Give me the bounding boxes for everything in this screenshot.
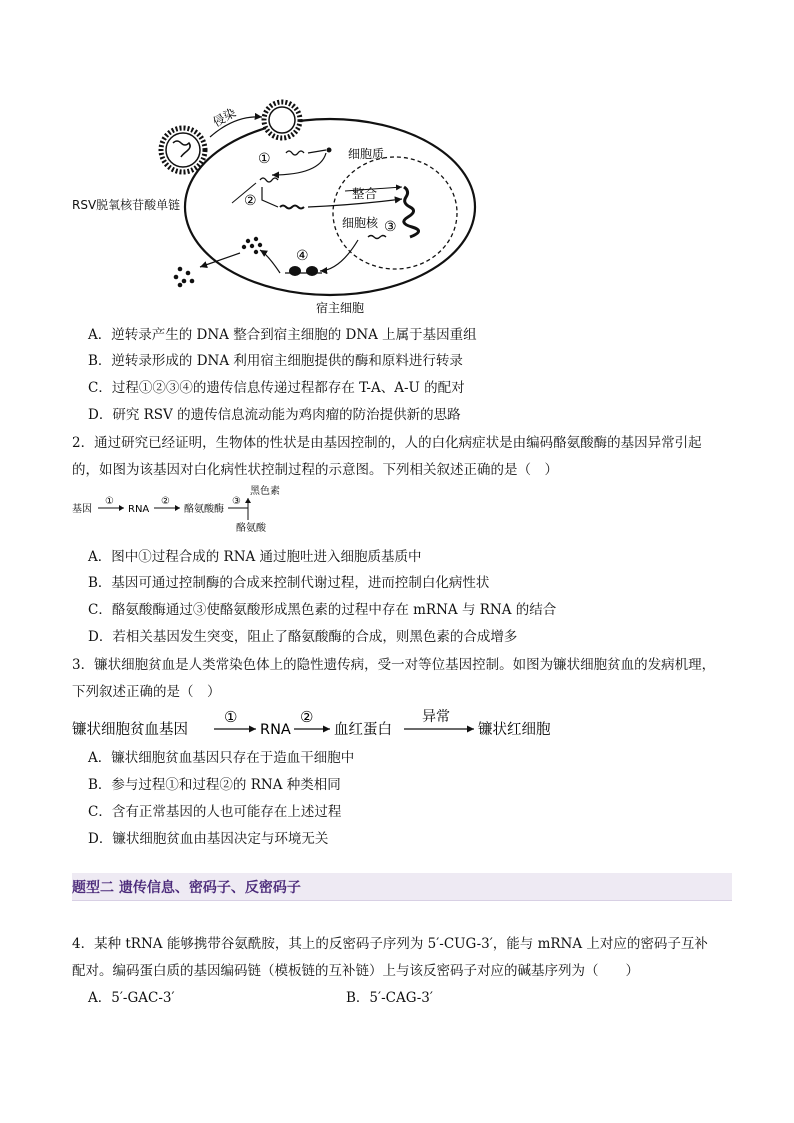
label-rsv-ssdna: RSV脱氧核苷酸单链 bbox=[72, 198, 181, 212]
q2-node-tyrosine: 酪氨酸 bbox=[236, 523, 266, 534]
q2-node-gene: 基因 bbox=[72, 504, 92, 515]
q4-stem-line2: 配对。编码蛋白质的基因编码链（模板链的互补链）上与该反密码子对应的碱基序列为（ ） bbox=[72, 963, 639, 979]
step-1-marker: ① bbox=[258, 151, 271, 167]
q3-node-gene: 镰状细胞贫血基因 bbox=[72, 722, 188, 738]
section-header bbox=[72, 873, 732, 901]
label-nucleus: 细胞核 bbox=[342, 216, 379, 230]
label-host-cell: 宿主细胞 bbox=[316, 301, 365, 315]
q3-option-d: D．镰状细胞贫血由基因决定与环境无关 bbox=[88, 831, 329, 847]
q2-option-c: C．酪氨酸酶通过③使酪氨酸形成黑色素的过程中存在 mRNA 与 RNA 的结合 bbox=[88, 602, 557, 618]
rsv-virus-outside bbox=[161, 128, 205, 172]
q3-label-abnormal: 异常 bbox=[422, 709, 450, 725]
q3-stem-line1: 3．镰状细胞贫血是人类常染色体上的隐性遗传病，受一对等位基因控制。如图为镰状细胞贫血的发病机理， bbox=[72, 657, 716, 673]
label-integrate: 整合 bbox=[352, 186, 378, 201]
q2-step-3: ③ bbox=[232, 496, 241, 507]
ribosome-icon bbox=[285, 266, 322, 276]
q3-node-rna: RNA bbox=[260, 722, 291, 738]
q4-option-b: B．5′-CAG-3′ bbox=[346, 990, 433, 1006]
q3-stem-line2: 下列叙述正确的是（ ） bbox=[72, 684, 221, 700]
q2-pathway-diagram bbox=[72, 484, 312, 534]
q2-option-d: D．若相关基因发生突变，阻止了酪氨酸酶的合成，则黑色素的合成增多 bbox=[88, 629, 518, 645]
q1-option-d: D．研究 RSV 的遗传信息流动能为鸡肉瘤的防治提供新的思路 bbox=[88, 407, 461, 423]
q3-option-a: A．镰状细胞贫血基因只存在于造血干细胞中 bbox=[88, 750, 355, 766]
q2-option-b: B．基因可通过控制酶的合成来控制代谢过程，进而控制白化病性状 bbox=[88, 575, 490, 591]
rsv-virus-entering bbox=[264, 102, 300, 138]
virus-particles-released bbox=[174, 267, 195, 288]
q1-option-c: C．过程①②③④的遗传信息传递过程都存在 T-A、A-U 的配对 bbox=[88, 380, 465, 396]
q1-option-a: A．逆转录产生的 DNA 整合到宿主细胞的 DNA 上属于基因重组 bbox=[88, 327, 477, 343]
virus-particles-inside bbox=[242, 237, 262, 254]
step-3-marker: ③ bbox=[384, 219, 397, 235]
section-title: 题型二 遗传信息、密码子、反密码子 bbox=[72, 880, 301, 896]
q2-step-2: ② bbox=[161, 496, 170, 507]
q2-step-1: ① bbox=[105, 496, 114, 507]
q3-option-b: B．参与过程①和过程②的 RNA 种类相同 bbox=[88, 777, 341, 793]
q2-node-enzyme: 酪氨酸酶 bbox=[184, 504, 224, 515]
q2-stem-line1: 2．通过研究已经证明，生物体的性状是由基因控制的，人的白化病症状是由编码酪氨酸酶的基因异常引起 bbox=[72, 435, 702, 451]
label-cytoplasm: 细胞质 bbox=[348, 147, 385, 161]
q4-option-a: A．5′-GAC-3′ bbox=[88, 990, 175, 1006]
q3-step-1: ① bbox=[224, 708, 238, 726]
q2-stem-line2: 的，如图为该基因对白化病性状控制过程的示意图。下列相关叙述正确的是（ ） bbox=[72, 462, 558, 478]
q3-node-cell: 镰状红细胞 bbox=[478, 722, 551, 738]
nucleus-outline bbox=[333, 157, 457, 269]
q3-option-c: C．含有正常基因的人也可能存在上述过程 bbox=[88, 804, 342, 820]
step-2-marker: ② bbox=[244, 193, 257, 209]
q4-stem-line1: 4．某种 tRNA 能够携带谷氨酰胺，其上的反密码子序列为 5′-CUG-3′，能与 mRNA 上对应的密码子互补 bbox=[72, 936, 708, 952]
q2-node-melanin: 黑色素 bbox=[250, 486, 280, 497]
q3-pathway-diagram bbox=[72, 704, 592, 740]
q1-option-b: B．逆转录形成的 DNA 利用宿主细胞提供的酶和原料进行转录 bbox=[88, 353, 463, 369]
label-transmission: 侵染 bbox=[210, 105, 239, 130]
q2-option-a: A．图中①过程合成的 RNA 通过胞吐进入细胞质基质中 bbox=[88, 549, 422, 565]
step-4-marker: ④ bbox=[296, 248, 309, 264]
rsv-infection-diagram bbox=[140, 95, 480, 320]
q3-step-2: ② bbox=[300, 708, 314, 726]
q2-node-rna: RNA bbox=[128, 504, 150, 515]
q3-node-protein: 血红蛋白 bbox=[334, 722, 392, 738]
